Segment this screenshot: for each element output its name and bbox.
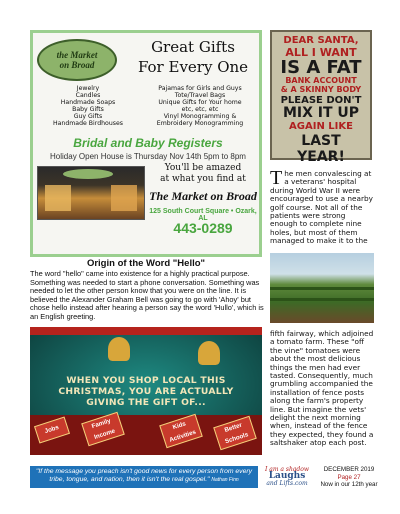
santa-text <box>277 35 365 165</box>
bell-icon <box>198 341 220 365</box>
page-number: Page 27 <box>337 473 361 481</box>
gift-tag: Better Schools <box>213 416 257 451</box>
article-title: Origin of the Word "Hello" <box>86 258 206 269</box>
santa-line: BANK ACCOUNT <box>285 76 357 85</box>
gift-boxes <box>30 415 262 455</box>
santa-line: IS A FAT <box>280 57 362 78</box>
santa-sign <box>270 30 372 165</box>
gift-item: Unique Gifts for Your home <box>158 99 242 106</box>
market-logo: the Market on Broad <box>37 39 117 81</box>
gift-tag: Jobs <box>34 416 70 443</box>
gift-tag: Kids Activities <box>159 414 203 449</box>
amazed-text: You'll be amazed at what you find at <box>160 163 246 184</box>
issue-date: DECEMBER 2019 <box>323 466 375 473</box>
tomato-row <box>270 298 374 301</box>
laughs-logo: I am a shadow Laughs and Lifts.com <box>264 466 310 487</box>
santa-line: DEAR SANTA, <box>283 35 359 46</box>
gift-item: Handmade Soaps <box>60 99 116 106</box>
store-sign <box>63 169 113 179</box>
gift-list-right <box>141 85 259 127</box>
gift-item: Pajamas for Girls and Guys <box>158 85 242 92</box>
gift-item: Handmade Birdhouses <box>52 120 124 127</box>
market-name: The Market on Broad <box>149 189 257 203</box>
santa-line: LAST YEAR! <box>297 133 345 165</box>
bell-icon <box>108 337 130 361</box>
gift-item: Vinyl Monogramming & <box>163 113 237 120</box>
drop-cap: T <box>270 167 283 189</box>
shop-local-text: WHEN YOU SHOP LOCAL THIS CHRISTMAS, YOU ARE ACTUALLY GIVING THE GIFT OF... <box>58 375 234 408</box>
santa-line: MIX IT UP <box>282 105 360 121</box>
gift-item: Jewelry <box>76 85 100 92</box>
shop-local-ad <box>30 327 262 455</box>
veterans-story-part1: The men convalescing at a veterans' hospital during World War II were encouraged to use a nearby golf course. Not all of the patients were strong enough to complete nine holes, but most of them managed to make it to the <box>270 167 373 246</box>
store-window <box>111 185 137 211</box>
article-body: The word "hello" came into existence for a highly practical purpose. Something was needed to start a phone conversation. Something was needed to let the other person know that you were on the line. It is believed the Alexander Graham Bell was going to go with 'Ahoy' but chose hello instead after hearing a person say the word 'Hullo', which is an English greeting. <box>30 269 264 321</box>
tomato-row <box>270 287 374 290</box>
gift-list-left <box>39 85 137 127</box>
gift-item: etc, etc, etc <box>181 106 219 113</box>
gift-item: Guy Gifts <box>73 113 103 120</box>
open-house-note: Holiday Open House is Thursday Nov 14th 5pm to 8pm <box>50 152 246 161</box>
bridal-registers: Bridal and Baby Registers <box>73 136 223 150</box>
ribbon <box>30 327 262 335</box>
gift-tag: Family Income <box>81 412 125 447</box>
quote-bar <box>30 466 258 488</box>
market-phone: 443-0289 <box>173 220 233 236</box>
market-ad <box>30 30 262 257</box>
ad-title: Great Gifts For Every One <box>137 38 249 76</box>
market-address: 125 South Court Square • Ozark, AL <box>149 208 257 222</box>
gift-item: Embroidery Monogramming <box>156 120 244 127</box>
santa-line: PLEASE DON'T <box>280 95 362 106</box>
quote-author: Nathan Finn <box>211 477 239 483</box>
santa-line: ALL I WANT <box>285 46 357 59</box>
page-info <box>314 466 384 489</box>
year-note: Now in our 12th year <box>320 481 378 488</box>
veterans-story-part2: fifth fairway, which adjoined a tomato farm. These "off the vine" tomatoes were about the most delicious things the men had ever tasted. Consequently, much grumbling accompanied the installation of fence posts along the farm's property line. But imagine the vets' delight the next morning when, instead of the fence they expected, they found a saltshaker atop each post. <box>270 329 374 448</box>
gift-item: Baby Gifts <box>72 106 104 113</box>
store-window <box>45 185 71 211</box>
quote-text: "If the message you preach isn't good news for every person from every tribe, tongue, and nation, then it isn't the real gospel." <box>35 468 253 483</box>
gift-item: Tote/Travel Bags <box>174 92 226 99</box>
gift-item: Candles <box>75 92 101 99</box>
santa-line: & A SKINNY BODY <box>280 85 362 94</box>
santa-line: AGAIN LIKE <box>289 121 353 132</box>
